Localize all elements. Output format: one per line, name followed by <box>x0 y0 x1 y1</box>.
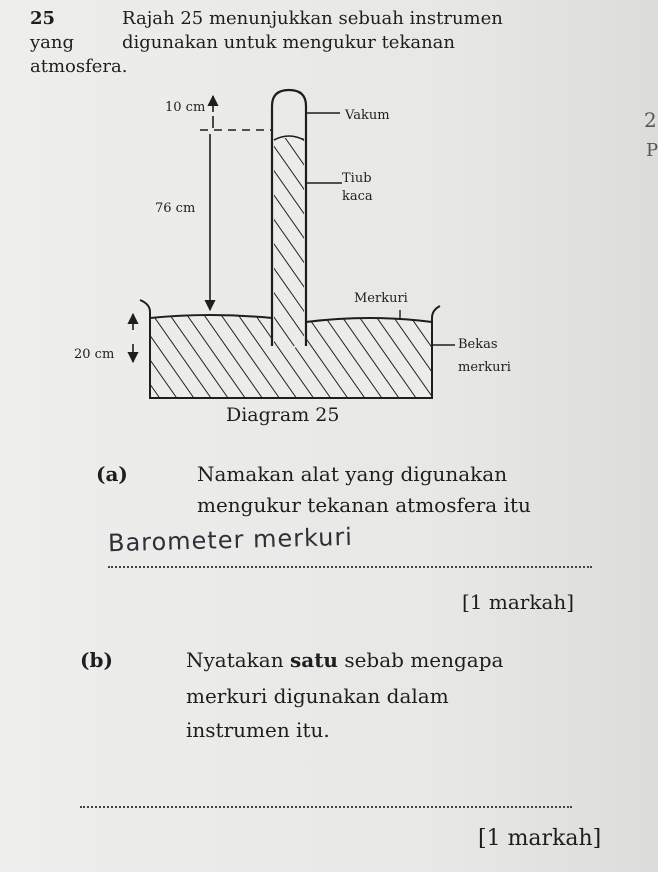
cut-off-edge-text: 2 <box>644 108 657 132</box>
label-tiub: Tiub <box>342 171 372 186</box>
label-bekas: Bekas <box>458 337 498 352</box>
question-intro-line-2a: yang <box>30 32 75 53</box>
label-merkuri: Merkuri <box>354 291 408 306</box>
part-a-question-line-1: Namakan alat yang digunakan <box>197 462 508 486</box>
question-number: 25 <box>30 8 56 29</box>
part-a-handwritten-answer: Barometer merkuri <box>107 522 354 558</box>
part-a-label: (a) <box>96 462 128 486</box>
part-b-emphasis: satu <box>289 648 338 672</box>
question-intro-line-2b: digunakan untuk mengukur tekanan <box>122 32 456 53</box>
question-intro-line-1: Rajah 25 menunjukkan sebuah instrumen <box>122 8 503 29</box>
part-a-question-line-2: mengukur tekanan atmosfera itu <box>197 493 531 517</box>
cut-off-edge-text: P <box>646 140 658 161</box>
mercury-column <box>274 138 304 346</box>
part-a-marks: [1 markah] <box>462 590 575 614</box>
part-b-answer-line <box>80 806 572 808</box>
part-b-question-line-1 <box>186 648 503 672</box>
diagram-caption: Diagram 25 <box>226 404 340 426</box>
part-a-answer-line <box>108 566 592 568</box>
label-kaca: kaca <box>342 189 373 204</box>
part-b-question-line-2: merkuri digunakan dalam <box>186 684 449 708</box>
question-intro-line-3: atmosfera. <box>30 56 128 77</box>
label-merkuri-container: merkuri <box>458 360 511 375</box>
part-b-text-post: sebab mengapa <box>337 648 504 672</box>
barometer-diagram <box>0 0 658 430</box>
label-10cm: 10 cm <box>165 100 206 115</box>
part-b-question-line-3: instrumen itu. <box>186 718 330 742</box>
label-20cm: 20 cm <box>74 347 115 362</box>
label-76cm: 76 cm <box>155 201 196 216</box>
label-vakum: Vakum <box>345 108 390 123</box>
part-b-marks: [1 markah] <box>478 826 602 851</box>
part-b-label: (b) <box>80 648 113 672</box>
part-b-text-pre: Nyatakan <box>186 648 290 672</box>
